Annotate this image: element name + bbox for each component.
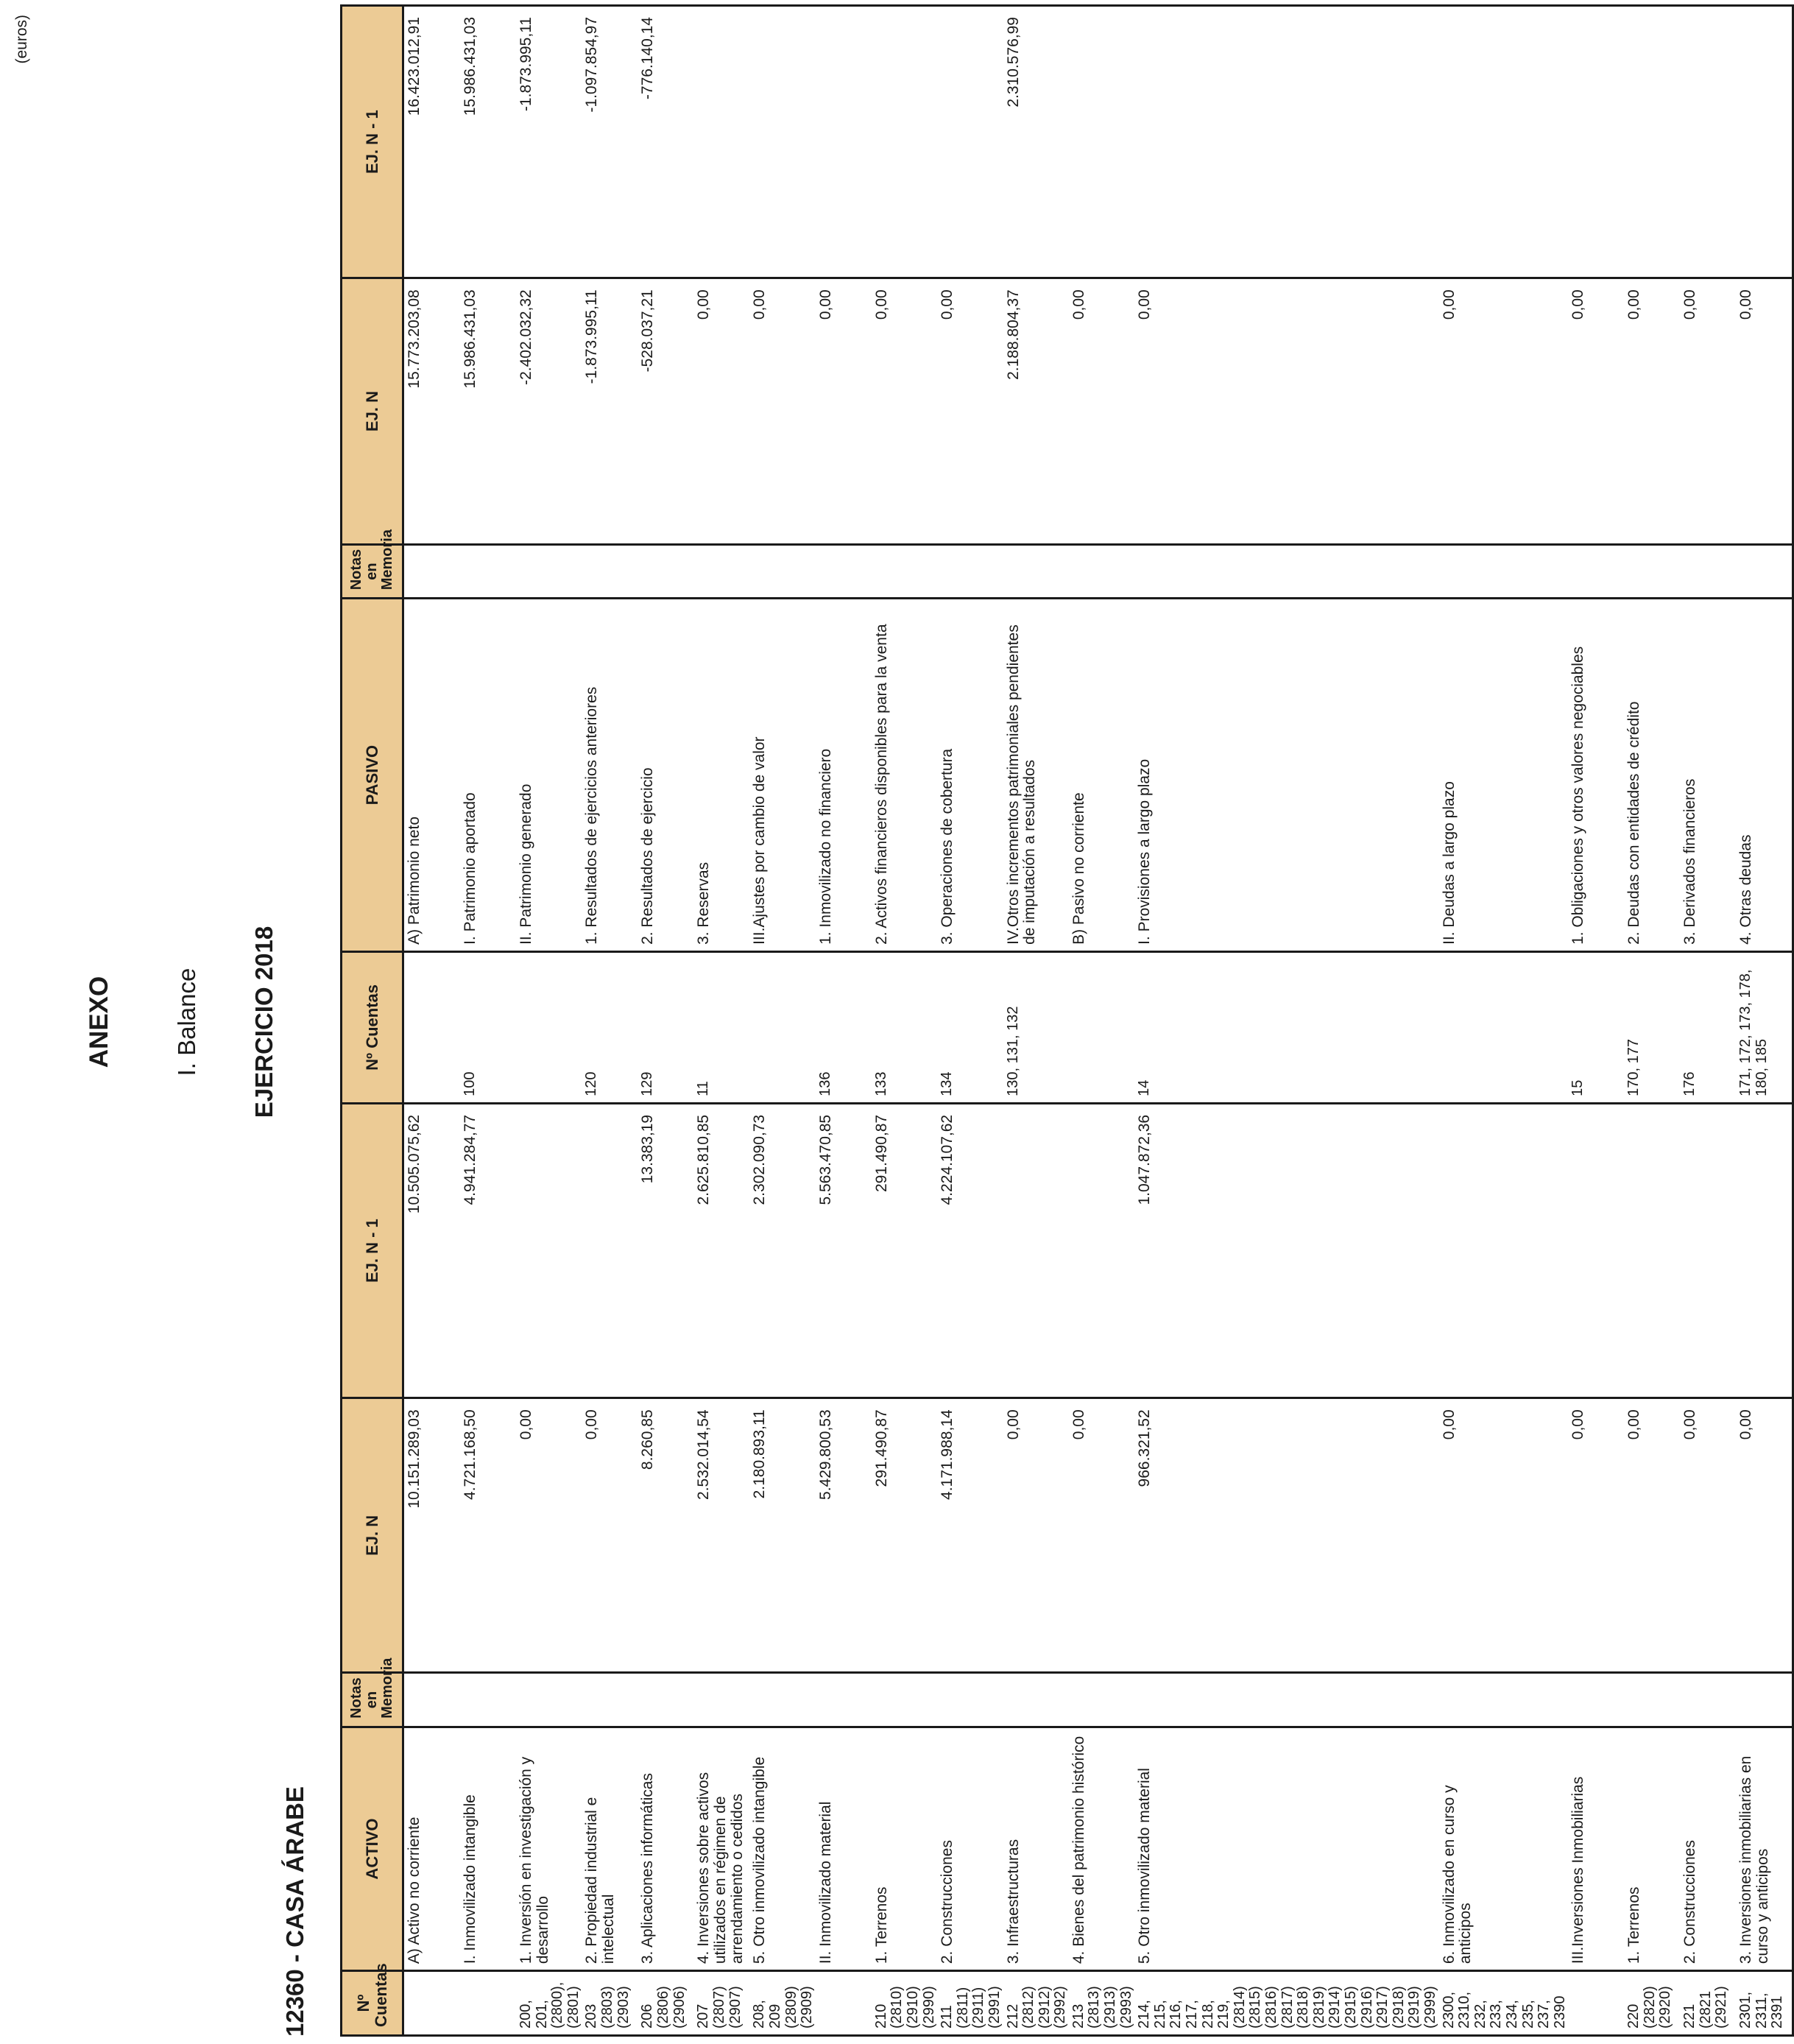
activo-label: 5. Otro inmovilizado material: [1134, 1727, 1438, 1970]
pasivo-ej-n1: 15.986.431,03: [460, 6, 516, 278]
table-row: [460, 6, 516, 2036]
col-pasivo: PASIVO: [342, 599, 403, 952]
pasivo-cuenta: 130, 131, 132: [1003, 951, 1069, 1103]
table-row: [1568, 6, 1624, 2036]
pasivo-label: I. Patrimonio aportado: [460, 599, 516, 952]
table-row: [582, 6, 638, 2036]
col-pasivo-cuentas: Nº Cuentas: [342, 951, 403, 1103]
activo-cuenta: [403, 1971, 461, 2036]
activo-label: 2. Construcciones: [1680, 1727, 1736, 1970]
pasivo-ej-n: 0,00: [1624, 278, 1680, 545]
units-label: (euros): [13, 15, 30, 64]
table-row: [1069, 6, 1134, 2036]
activo-cuenta: 212 (2812) (2912) (2992): [1003, 1971, 1069, 2036]
pasivo-ej-n1: [1736, 6, 1793, 278]
pasivo-ej-n1: [1624, 6, 1680, 278]
activo-ej-n: 0,00: [1680, 1398, 1736, 1673]
pasivo-cuenta: 129: [638, 951, 693, 1103]
table-row: [937, 6, 1003, 2036]
pasivo-ej-n: 0,00: [693, 278, 749, 545]
pasivo-ej-n: 0,00: [1568, 278, 1624, 545]
pasivo-cuenta: 100: [460, 951, 516, 1103]
activo-cuenta: 206 (2806) (2906): [638, 1971, 693, 2036]
activo-label: 5. Otro inmovilizado intangible: [749, 1727, 815, 1970]
pasivo-cuenta: 170, 177: [1624, 951, 1680, 1103]
activo-ej-n1: 1.047.872,36: [1134, 1103, 1438, 1398]
pasivo-ej-n: -2.402.032,32: [516, 278, 582, 545]
table-row: [1439, 6, 1569, 2036]
pasivo-notas: [1439, 544, 1569, 598]
activo-cuenta: 2300, 2310, 232, 233, 234, 235, 237, 2390: [1439, 1971, 1569, 2036]
pasivo-notas: [937, 544, 1003, 598]
pasivo-notas: [1624, 544, 1680, 598]
activo-cuenta: 210 (2810) (2910) (2990): [872, 1971, 937, 2036]
pasivo-ej-n: -1.873.995,11: [582, 278, 638, 545]
activo-ej-n1: 13.383,19: [638, 1103, 693, 1398]
activo-notas: [1069, 1673, 1134, 1727]
pasivo-cuenta: [516, 951, 582, 1103]
activo-ej-n1: [582, 1103, 638, 1398]
pasivo-cuenta: 11: [693, 951, 749, 1103]
pasivo-label: 3. Operaciones de cobertura: [937, 599, 1003, 952]
activo-label: III.Inversiones Inmobiliarias: [1568, 1727, 1624, 1970]
table-row: [1624, 6, 1680, 2036]
page-title: ANEXO: [85, 976, 113, 1068]
pasivo-notas: [403, 544, 461, 598]
activo-label: 2. Construcciones: [937, 1727, 1003, 1970]
fiscal-year: EJERCICIO 2018: [250, 926, 278, 1118]
activo-notas: [1624, 1673, 1680, 1727]
activo-ej-n1: [1680, 1103, 1736, 1398]
pasivo-ej-n1: [693, 6, 749, 278]
table-row: [1680, 6, 1736, 2036]
activo-ej-n: 0,00: [582, 1398, 638, 1673]
activo-label: 1. Terrenos: [872, 1727, 937, 1970]
activo-label: I. Inmovilizado intangible: [460, 1727, 516, 1970]
pasivo-cuenta: [1439, 951, 1569, 1103]
activo-ej-n1: [516, 1103, 582, 1398]
pasivo-label: III.Ajustes por cambio de valor: [749, 599, 815, 952]
activo-ej-n: 5.429.800,53: [816, 1398, 872, 1673]
activo-cuenta: 203 (2803) (2903): [582, 1971, 638, 2036]
activo-cuenta: 220 (2820) (2920): [1624, 1971, 1680, 2036]
activo-ej-n1: 10.505.075,62: [403, 1103, 461, 1398]
activo-ej-n1: [1624, 1103, 1680, 1398]
pasivo-ej-n1: -1.097.854,97: [582, 6, 638, 278]
activo-ej-n: 0,00: [1624, 1398, 1680, 1673]
pasivo-label: A) Patrimonio neto: [403, 599, 461, 952]
pasivo-ej-n1: [1439, 6, 1569, 278]
pasivo-label: 3. Reservas: [693, 599, 749, 952]
pasivo-label: 4. Otras deudas: [1736, 599, 1793, 952]
pasivo-label: II. Patrimonio generado: [516, 599, 582, 952]
pasivo-ej-n: 0,00: [1134, 278, 1438, 545]
activo-ej-n1: 291.490,87: [872, 1103, 937, 1398]
activo-ej-n1: [1069, 1103, 1134, 1398]
activo-cuenta: 213 (2813) (2913) (2993): [1069, 1971, 1134, 2036]
pasivo-cuenta: [1069, 951, 1134, 1103]
pasivo-ej-n1: [872, 6, 937, 278]
activo-notas: [403, 1673, 461, 1727]
pasivo-notas: [1568, 544, 1624, 598]
pasivo-notas: [582, 544, 638, 598]
col-activo-cuentas: Nº Cuentas: [342, 1971, 403, 2036]
pasivo-label: I. Provisiones a largo plazo: [1134, 599, 1438, 952]
activo-cuenta: 211 (2811) (2911) (2991): [937, 1971, 1003, 2036]
pasivo-notas: [749, 544, 815, 598]
page-subtitle: I. Balance: [173, 968, 200, 1076]
pasivo-notas: [1680, 544, 1736, 598]
pasivo-label: B) Pasivo no corriente: [1069, 599, 1134, 952]
activo-notas: [816, 1673, 872, 1727]
activo-cuenta: 200, 201, (2800), (2801): [516, 1971, 582, 2036]
table-row: [516, 6, 582, 2036]
pasivo-label: 1. Obligaciones y otros valores negociables: [1568, 599, 1624, 952]
pasivo-ej-n1: 16.423.012,91: [403, 6, 461, 278]
pasivo-notas: [693, 544, 749, 598]
activo-cuenta: 221 (2821 (2921): [1680, 1971, 1736, 2036]
pasivo-ej-n1: [1568, 6, 1624, 278]
pasivo-cuenta: 136: [816, 951, 872, 1103]
table-row: [693, 6, 749, 2036]
activo-ej-n: 8.260,85: [638, 1398, 693, 1673]
pasivo-notas: [816, 544, 872, 598]
table-row: [1736, 6, 1793, 2036]
pasivo-ej-n: 0,00: [1736, 278, 1793, 545]
pasivo-ej-n: 0,00: [937, 278, 1003, 545]
activo-ej-n1: [1568, 1103, 1624, 1398]
pasivo-label: 3. Derivados financieros: [1680, 599, 1736, 952]
activo-ej-n1: 4.224.107,62: [937, 1103, 1003, 1398]
activo-label: 4. Bienes del patrimonio histórico: [1069, 1727, 1134, 1970]
pasivo-ej-n1: [1134, 6, 1438, 278]
col-activo-ej-n: EJ. N: [342, 1398, 403, 1673]
col-activo-ej-n1: EJ. N - 1: [342, 1103, 403, 1398]
activo-ej-n: 2.532.014,54: [693, 1398, 749, 1673]
activo-ej-n: 0,00: [1568, 1398, 1624, 1673]
col-activo-notas: Notas en Memoria: [342, 1673, 403, 1727]
pasivo-ej-n1: -1.873.995,11: [516, 6, 582, 278]
activo-ej-n: 2.180.893,11: [749, 1398, 815, 1673]
activo-cuenta: 207 (2807) (2907): [693, 1971, 749, 2036]
pasivo-notas: [872, 544, 937, 598]
pasivo-cuenta: 176: [1680, 951, 1736, 1103]
activo-notas: [872, 1673, 937, 1727]
pasivo-cuenta: 134: [937, 951, 1003, 1103]
activo-ej-n: 4.721.168,50: [460, 1398, 516, 1673]
col-pasivo-ej-n1: EJ. N - 1: [342, 6, 403, 278]
activo-ej-n1: [1736, 1103, 1793, 1398]
pasivo-cuenta: 120: [582, 951, 638, 1103]
table-row: [1134, 6, 1438, 2036]
pasivo-ej-n1: [749, 6, 815, 278]
pasivo-notas: [1003, 544, 1069, 598]
pasivo-cuenta: [403, 951, 461, 1103]
pasivo-ej-n: -528.037,21: [638, 278, 693, 545]
activo-ej-n1: [1439, 1103, 1569, 1398]
activo-cuenta: 2301, 2311, 2391: [1736, 1971, 1793, 2036]
pasivo-ej-n1: [1680, 6, 1736, 278]
activo-label: 1. Terrenos: [1624, 1727, 1680, 1970]
pasivo-label: 2. Deudas con entidades de crédito: [1624, 599, 1680, 952]
table-row: [638, 6, 693, 2036]
activo-ej-n1: 4.941.284,77: [460, 1103, 516, 1398]
col-pasivo-notas: Notas en Memoria: [342, 544, 403, 598]
table-row: [403, 6, 461, 2036]
pasivo-cuenta: 171, 172, 173, 178, 180, 185: [1736, 951, 1793, 1103]
table-row: [872, 6, 937, 2036]
pasivo-cuenta: 15: [1568, 951, 1624, 1103]
col-pasivo-ej-n: EJ. N: [342, 278, 403, 545]
pasivo-notas: [1736, 544, 1793, 598]
activo-label: 3. Inversiones inmobiliarias en curso y anticipos: [1736, 1727, 1793, 1970]
pasivo-label: IV.Otros incrementos patrimoniales pendientes de imputación a resultados: [1003, 599, 1069, 952]
activo-notas: [937, 1673, 1003, 1727]
pasivo-label: II. Deudas a largo plazo: [1439, 599, 1569, 952]
pasivo-notas: [638, 544, 693, 598]
activo-ej-n1: 2.302.090,73: [749, 1103, 815, 1398]
entity-name: 12360 - CASA ÁRABE: [281, 1786, 308, 2037]
activo-notas: [516, 1673, 582, 1727]
pasivo-cuenta: 133: [872, 951, 937, 1103]
activo-label: 3. Infraestructuras: [1003, 1727, 1069, 1970]
pasivo-ej-n: 15.986.431,03: [460, 278, 516, 545]
balance-table: [340, 4, 1794, 2037]
activo-notas: [582, 1673, 638, 1727]
pasivo-ej-n1: [1069, 6, 1134, 278]
activo-cuenta: 214, 215, 216, 217, 218, 219, (2814) (2815) (2816) (2817) (2818) (2819) (2914) (2915) (2916) (2917) (2918) (2919) (2999): [1134, 1971, 1438, 2036]
activo-notas: [1736, 1673, 1793, 1727]
activo-label: 1. Inversión en investigación y desarrollo: [516, 1727, 582, 1970]
pasivo-cuenta: [749, 951, 815, 1103]
col-activo: ACTIVO: [342, 1727, 403, 1970]
pasivo-ej-n1: [816, 6, 872, 278]
pasivo-notas: [1069, 544, 1134, 598]
pasivo-ej-n: 2.188.804,37: [1003, 278, 1069, 545]
activo-notas: [693, 1673, 749, 1727]
activo-ej-n: 0,00: [1003, 1398, 1069, 1673]
activo-label: II. Inmovilizado material: [816, 1727, 872, 1970]
activo-cuenta: [816, 1971, 872, 2036]
activo-ej-n1: 5.563.470,85: [816, 1103, 872, 1398]
activo-ej-n: 0,00: [1069, 1398, 1134, 1673]
pasivo-ej-n: 0,00: [816, 278, 872, 545]
activo-notas: [1439, 1673, 1569, 1727]
pasivo-notas: [1134, 544, 1438, 598]
activo-ej-n: 291.490,87: [872, 1398, 937, 1673]
pasivo-ej-n: 0,00: [1439, 278, 1569, 545]
pasivo-ej-n: 0,00: [749, 278, 815, 545]
activo-notas: [1134, 1673, 1438, 1727]
pasivo-ej-n: 0,00: [872, 278, 937, 545]
pasivo-label: 1. Inmovilizado no financiero: [816, 599, 872, 952]
activo-notas: [1680, 1673, 1736, 1727]
pasivo-label: 1. Resultados de ejercicios anteriores: [582, 599, 638, 952]
pasivo-ej-n: 15.773.203,08: [403, 278, 461, 545]
activo-ej-n: 0,00: [1736, 1398, 1793, 1673]
activo-cuenta: [1568, 1971, 1624, 2036]
pasivo-ej-n1: 2.310.576,99: [1003, 6, 1069, 278]
activo-notas: [460, 1673, 516, 1727]
activo-label: 6. Inmovilizado en curso y anticipos: [1439, 1727, 1569, 1970]
activo-label: 4. Inversiones sobre activos utilizados en régimen de arrendamiento o cedidos: [693, 1727, 749, 1970]
activo-label: 2. Propiedad industrial e intelectual: [582, 1727, 638, 1970]
activo-notas: [1568, 1673, 1624, 1727]
activo-cuenta: [460, 1971, 516, 2036]
pasivo-ej-n: 0,00: [1680, 278, 1736, 545]
table-row: [749, 6, 815, 2036]
activo-notas: [749, 1673, 815, 1727]
activo-cuenta: 208, 209 (2809) (2909): [749, 1971, 815, 2036]
activo-ej-n1: [1003, 1103, 1069, 1398]
pasivo-notas: [460, 544, 516, 598]
pasivo-ej-n1: -776.140,14: [638, 6, 693, 278]
table-row: [1003, 6, 1069, 2036]
activo-ej-n: 0,00: [516, 1398, 582, 1673]
pasivo-ej-n: 0,00: [1069, 278, 1134, 545]
activo-notas: [1003, 1673, 1069, 1727]
activo-label: 3. Aplicaciones informáticas: [638, 1727, 693, 1970]
activo-ej-n: 0,00: [1439, 1398, 1569, 1673]
pasivo-label: 2. Activos financieros disponibles para la venta: [872, 599, 937, 952]
activo-ej-n: 4.171.988,14: [937, 1398, 1003, 1673]
pasivo-cuenta: 14: [1134, 951, 1438, 1103]
activo-ej-n: 10.151.289,03: [403, 1398, 461, 1673]
activo-ej-n: 966.321,52: [1134, 1398, 1438, 1673]
pasivo-notas: [516, 544, 582, 598]
header-row: [342, 6, 403, 2036]
table-row: [816, 6, 872, 2036]
activo-label: A) Activo no corriente: [403, 1727, 461, 1970]
pasivo-label: 2. Resultados de ejercicio: [638, 599, 693, 952]
activo-ej-n1: 2.625.810,85: [693, 1103, 749, 1398]
pasivo-ej-n1: [937, 6, 1003, 278]
activo-notas: [638, 1673, 693, 1727]
